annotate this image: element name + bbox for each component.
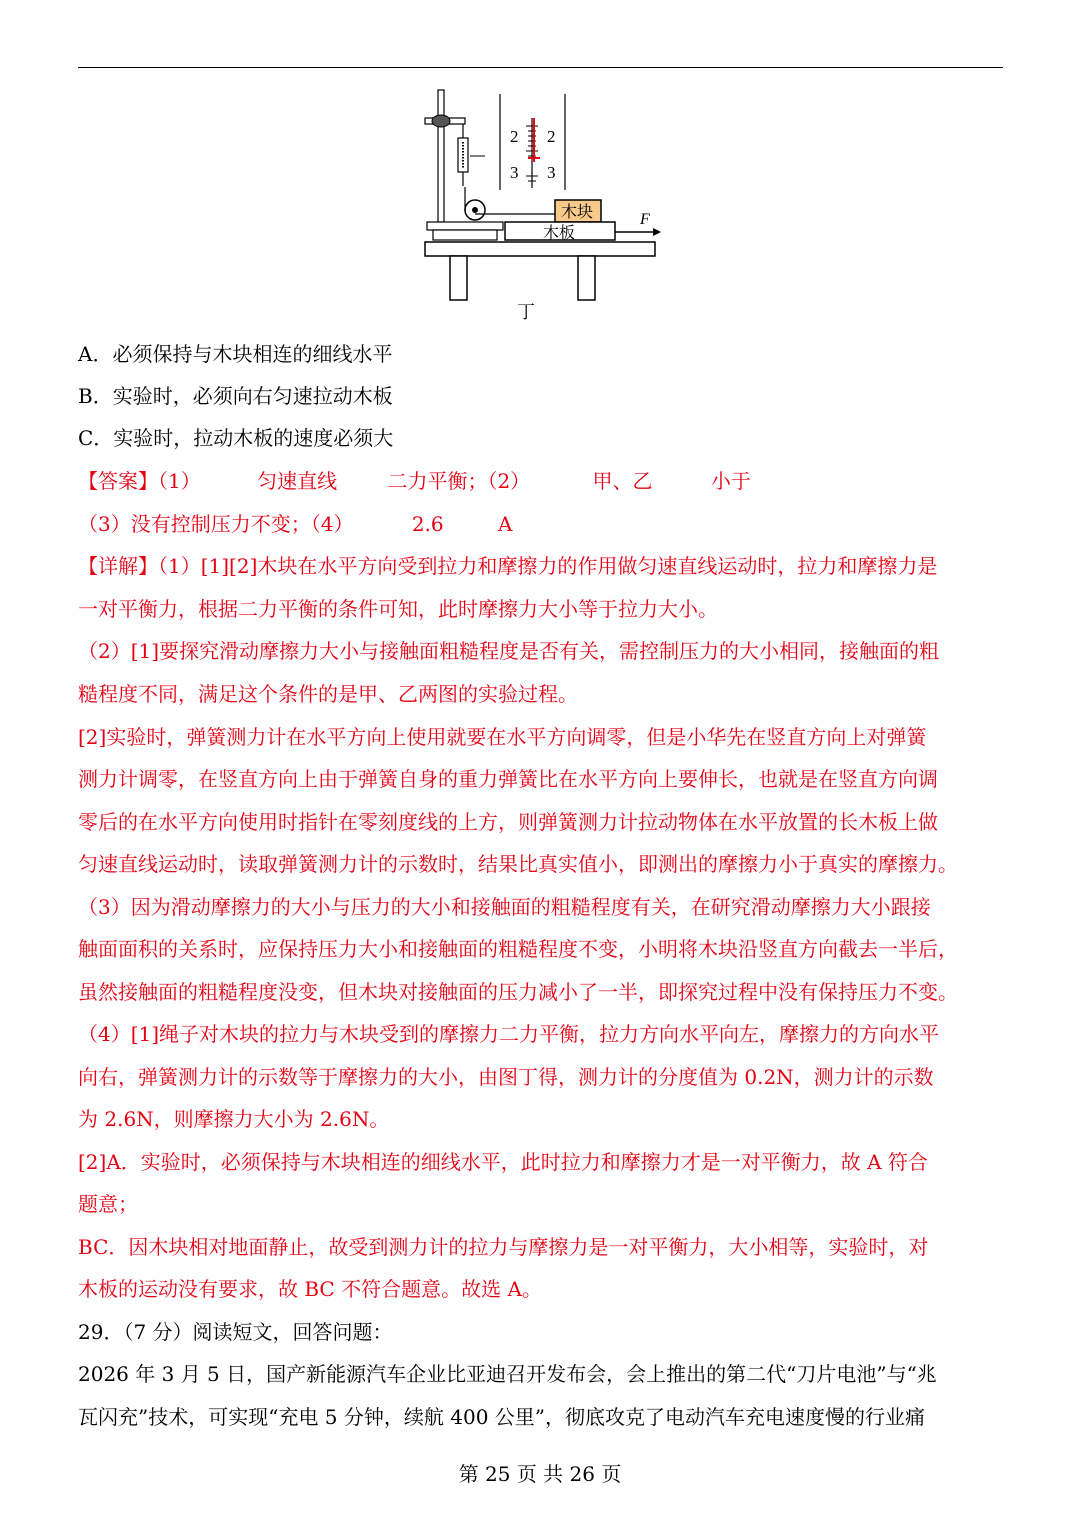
- answer-value: 小于: [710, 469, 751, 493]
- question-29-header: 29．（7 分）阅读短文，回答问题：: [78, 1320, 393, 1344]
- scale-tick-label: 2: [547, 127, 556, 146]
- answer-line-2: [78, 512, 512, 536]
- detail-line: （2）[1]要探究滑动摩擦力大小与接触面粗糙程度是否有关，需控制压力的大小相同，接触面的粗: [78, 639, 940, 663]
- option-c: C．实验时，拉动木板的速度必须大: [78, 426, 394, 450]
- detail-line: 零后的在水平方向使用时指针在零刻度线的上方，则弹簧测力计拉动物体在水平放置的长木板上做: [78, 810, 938, 834]
- table-leg: [450, 256, 467, 300]
- detail-line: 匀速直线运动时，读取弹簧测力计的示数时，结果比真实值小，即测出的摩擦力小于真实的摩擦力。: [78, 852, 958, 876]
- detail-line: （3）因为滑动摩擦力的大小与压力的大小和接触面的粗糙程度有关，在研究滑动摩擦力大小跟接: [78, 895, 931, 919]
- scale-tick-label: 2: [510, 127, 519, 146]
- detail-line: [78, 554, 937, 578]
- question-29-text: 瓦闪充”技术，可实现“充电 5 分钟，续航 400 公里”，彻底攻克了电动汽车充电速度慢的行业痛: [78, 1405, 926, 1429]
- block-label: 木块: [561, 202, 594, 221]
- answer-part-1: （1）: [158, 469, 201, 493]
- answer-value: 匀速直线: [257, 469, 338, 493]
- detail-line: 为 2.6N，则摩擦力大小为 2.6N。: [78, 1107, 390, 1131]
- detail-line: 向右，弹簧测力计的示数等于摩擦力的大小，由图丁得，测力计的分度值为 0.2N，测力计的示数: [78, 1065, 934, 1089]
- detail-line: [2]A．实验时，必须保持与木块相连的细线水平，此时拉力和摩擦力才是一对平衡力，故 A 符合: [78, 1150, 928, 1174]
- figure-caption: 丁: [517, 302, 535, 322]
- scale-tick-label: 3: [510, 163, 519, 182]
- detail-line: 题意；: [78, 1192, 138, 1216]
- answer-line-1: [78, 469, 751, 493]
- detail-line: 测力计调零，在竖直方向上由于弹簧自身的重力弹簧比在水平方向上要伸长，也就是在竖直方向调: [78, 767, 938, 791]
- answer-value: 甲、乙: [592, 469, 653, 493]
- answer-tag: 【答案】: [78, 469, 158, 493]
- detail-line: 糙程度不同，满足这个条件的是甲、乙两图的实验过程。: [78, 682, 578, 706]
- answer-part-3: （3）没有控制压力不变；（4）: [78, 512, 354, 536]
- detail-tag: 【详解】: [78, 554, 158, 578]
- detail-line: 触面面积的关系时，应保持压力大小和接触面的粗糙程度不变，小明将木块沿竖直方向截去一半后，: [78, 937, 958, 961]
- header-rule: [78, 67, 1003, 68]
- table-leg: [578, 256, 595, 300]
- detail-text: （1）[1][2]木块在水平方向受到拉力和摩擦力的作用做匀速直线运动时，拉力和摩擦力是: [158, 554, 938, 578]
- table-top: [425, 242, 655, 256]
- detail-line: 木板的运动没有要求，故 BC 不符合题意。故选 A。: [78, 1277, 542, 1301]
- stand-rod: [438, 90, 444, 222]
- option-a: A．必须保持与木块相连的细线水平: [78, 342, 393, 366]
- question-29-text: 2026 年 3 月 5 日，国产新能源汽车企业比亚迪召开发布会，会上推出的第二代“刀片电池”与“兆: [78, 1362, 937, 1386]
- detail-line: 虽然接触面的粗糙程度没变，但木块对接触面的压力减小了一半，即探究过程中没有保持压力不变。: [78, 980, 958, 1004]
- option-b: B．实验时，必须向右匀速拉动木板: [78, 384, 393, 408]
- apparatus-diagram: [415, 82, 665, 322]
- answer-value: 2.6: [411, 512, 444, 536]
- scale-tick-label: 3: [547, 163, 556, 182]
- detail-line: BC．因木块相对地面静止，故受到测力计的拉力与摩擦力是一对平衡力，大小相等，实验时，对: [78, 1235, 929, 1259]
- detail-line: [2]实验时，弹簧测力计在水平方向上使用就要在水平方向调零，但是小华先在竖直方向上对弹簧: [78, 725, 927, 749]
- page-footer: 第 25 页 共 26 页: [458, 1462, 622, 1486]
- answer-value: A: [497, 512, 513, 536]
- board-label: 木板: [543, 223, 576, 242]
- clamp: [432, 115, 450, 127]
- answer-value: 二力平衡；（2）: [387, 469, 531, 493]
- experiment-figure: [415, 82, 665, 322]
- detail-line: 一对平衡力，根据二力平衡的条件可知，此时摩擦力大小等于拉力大小。: [78, 597, 718, 621]
- force-label: F: [640, 211, 650, 228]
- detail-line: （4）[1]绳子对木块的拉力与木块受到的摩擦力二力平衡，拉力方向水平向左，摩擦力的方向水平: [78, 1022, 940, 1046]
